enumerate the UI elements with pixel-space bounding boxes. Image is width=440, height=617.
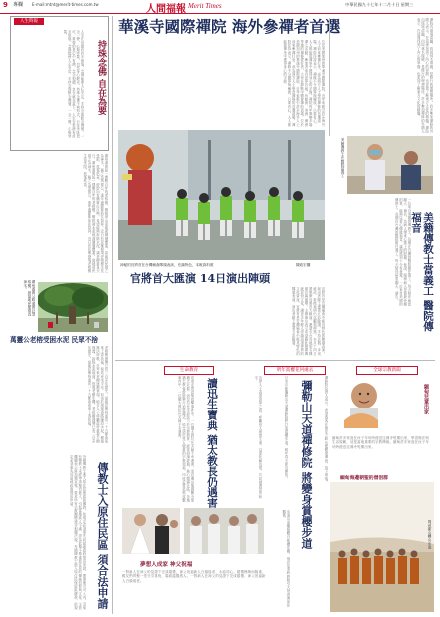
volunteer-caption: 美籍傳教士在醫院當義工 [341,138,345,178]
main-body-1: 位於美國加州的華溪寺國際禪院，近年來吸引許多海外人士前來參禪打坐，成為西方人士學習禪修的首選道場。禪院住持表示，禪修不分國界與種族，只要有心，人人都能從禪坐中獲得身心的平靜。禪院每年舉辦多場禪七活動，參加者來自世界各地，有歐洲、美洲、澳洲等地的禪修愛好者，大家在靜默中體會禪的真義。位於美國加州的華溪寺國際禪院，近年來吸引許多海外人士前來參禪打坐，成為西方人士學習禪修的首選道場。禪院住持表示，禪修不分國界與種族，只要有心，人人都能從禪坐中獲得身心的平靜。 [282,40,325,127]
tag-global-religion: 全球宗教新聞 [356,366,418,375]
right-divider [329,18,331,136]
bottom-body-3: 一對新人在神父的見證下完成婚禮，神父祝福新人白頭偕老、永結同心。婚禮簡單而隆重，親友們齊聚一堂分享喜悅，場面溫馨感人。一對新人在神父的見證下完成婚禮，神父祝福新人白頭偕老。 [122,570,266,583]
missionary-volunteer-headline: 美籍傳教士當義工 醫院傳福音 [409,212,434,332]
bottom-body-5: 步道沿途種植數百株櫻花樹，預計花季時將吸引大批遊客前往觀賞。 [281,510,290,608]
bottom-body-6: 禪修院負責人表示，希望遊客在賞花之餘也能體會禪意，放下煩惱。 [324,376,328,484]
group-photo [184,508,264,554]
monk-photo-caption: 岡底斯山轉山步道 [428,520,432,549]
main-body-2: 官將首是台灣廟會中極具特色的陣頭表演，演出者臉上畫著五彩臉譜，手持法器，步伐威武，象徵神明出巡驅邪押煞。本月十四日將舉辦官將首大匯演，邀請全台各地知名陣頭共襄盛舉，主辦單位表示希望藉此推廣傳統民俗文化，讓更多年輕人認識這項珍貴的文化資產。官將首是台灣廟會中極具特色的陣頭表演，演出者臉上畫著五彩臉譜。 [291,287,325,356]
left-feature-title: 持珠念佛 自在為要 [96,40,106,116]
masthead-logo: 人間福報 [146,4,186,15]
main-headline: 華溪寺國際禪院 海外參禪者首選 [118,17,341,36]
tag-cherry-blossom: 明年賞櫻花何處去 [264,366,326,375]
wedding-image [122,508,180,554]
bottom-section-divider [115,360,435,361]
performance-photo [118,130,325,260]
column-tag: 人生時報 [14,18,44,25]
tag-life-education: 生命教育 [164,366,214,375]
parade-image [118,130,325,260]
section-label: 專欄 [13,2,24,8]
email-link[interactable]: E-mail:mtnt@merit-times.com.tw [32,2,99,7]
sub-headline: 官將首大匯演 14日演出陣頭 [130,272,271,285]
issue-date: 中華民國九十七年十二月十日 星期三 [345,2,414,7]
rabbi-headline: 讀迅生寶典 猶太教長仍遇害 [206,378,218,508]
wedding-photo [122,508,180,554]
left-body-1: 廣州番禺區一棵數百年的老榕樹，樹根被水泥地面層層覆蓋，當地居民視之為神木，稱之為萬靈公，逢年過節都前往祭拜。近日有民眾發現老榕樹生長受阻，枝葉枯黃，紛紛向有關單位反映，希望能夠拆除水泥，讓老樹重見天日。廣州番禺區一棵數百年的老榕樹，樹根被水泥地面層層覆蓋，當地居民視之為神木，稱之為萬靈公，逢年過節都前往祭拜。近日有民眾發現老榕樹生長受阻，枝葉枯黃。 [82,154,108,273]
banyan-tree-image [38,282,108,332]
left-feature-body: 人生在世總有許多煩惱，念佛能使人心安定，手持念珠默念佛號，一念一聲，心無旁騖，自然身心輕安。持珠念佛不拘形式，行住坐臥皆可，重要的是心中有佛，念念相續，自在就在當下。人生在世總有許多煩惱，念佛能使人心安定，手持念珠默念佛號，一念一聲，心無旁騖。 [63,30,84,138]
tree-photo-caption: 廣州番禺公路邊的巨型榕樹，被當地民眾視為神木。 [23,280,36,316]
page-number: 9 [3,1,8,9]
main-photo-credit: 陳政宏攝 [296,263,311,267]
right-body-2: 一位來自美國的傳教士，長期在台灣的醫院擔任義工，每天陪伴病患聊天、禱告，為病人帶來心靈上的慰藉。他說，服務病人是他最快樂的事，能夠以愛心傳遞福音，讓他感到十分有意義。一位來自美國的傳教士，長期在台灣的醫院擔任義工，每天陪伴病患聊天、禱告。 [394,198,411,306]
wedding-caption: 夢想人成家 神父祝福 [140,562,193,568]
boy-photo [330,376,392,428]
cherry-headline: 彌勒山天道禪修院 將變身賞櫻步道 [300,380,313,549]
masthead-logo-en: Merit Times [188,2,222,10]
right-script-label: 緬甸兒童出家 [423,384,429,414]
left-body-3: 外國傳教士進入原住民保留區傳教，依規定必須事先向當地政府提出申請，獲准後方可入內。近來有傳教士未經申請擅自進入，引起當地族人不滿，認為此舉不尊重原住民的傳統信仰與文化。主管機關表示將加強宣導，要求所有宗教團體遵守相關法規。外國傳教士進入原住民保留區傳教，依規定必須事先向當地政府提出申請。 [69,455,86,610]
banyan-tree-photo [38,282,108,332]
bottom-body-4: 日本京都彌勒山天道禪修院將打造賞櫻步道，明年春天即可開放。 [284,376,288,481]
hospital-photo [347,136,433,194]
left-body-2: 老榕樹據傳已有三百多年歷史，當地民眾每逢初一十五都會前來上香祈福，保佑家宅平安。但由於周邊道路鋪設水泥，樹根無法呼吸，近年來老樹逐漸衰弱。地方人士呼籲政府重視古樹保護，拆除水泥地面，恢復老樹生機。老榕樹據傳已有三百多年歷史，當地民眾每逢初一十五都會前來上香祈福。 [87,346,108,444]
group-image [184,508,264,554]
bottom-body-7: 緬甸許多家庭在孩子年幼時便送往佛寺短期出家，學習佛法與生活規範，這是當地重要的宗教傳統。緬甸許多家庭在孩子年幼時便送往佛寺短期出家。 [332,436,429,449]
right-body-1: 禪院內環境清幽，四周林木環繞，是修行的理想場所。許多參加禪修的外國人表示，在這裡找到了內心的寧靜，也更加了解東方文化的精髓。禪院內環境清幽，四周林木環繞，是修行的理想場所。許多參加禪修的外國人表示，在這裡找到了內心的寧靜，也更加了解東方文化的精髓。 [416,18,433,134]
novice-boy-image [330,376,392,428]
main-photo-caption: 神秘的官將首在台灣廟會陣頭表演，充滿特色，本報資料照 [120,263,214,267]
missionary-headline: 傳教士入原住民區 須合法申請 [96,462,109,609]
hospital-image [347,136,433,194]
bottom-body-2: 各界人士表達哀悼之意，呼籲世人珍惜生命，以愛化解仇恨，共同維護世界和平。 [253,376,262,499]
beach-title: 緬甸海邊朝聖的僧侶群 [340,475,388,481]
column-divider-left [112,16,113,614]
banyan-headline: 萬靈公老榕受困水泥 民眾不捨 [10,336,99,344]
bottom-body-1: 印度孟買恐怖攻擊事件中，一位猶太教拉比夫婦不幸遇害，消息傳出後震驚全球猶太社群。這位拉比生前致力於宗教教育，經常研讀經典，熱心服務社區。各地猶太教會紛紛舉行追思儀式，悼念這位受人敬重的宗教領袖。印度孟買恐怖攻擊事件中，一位猶太教拉比夫婦不幸遇害。 [177,376,194,502]
